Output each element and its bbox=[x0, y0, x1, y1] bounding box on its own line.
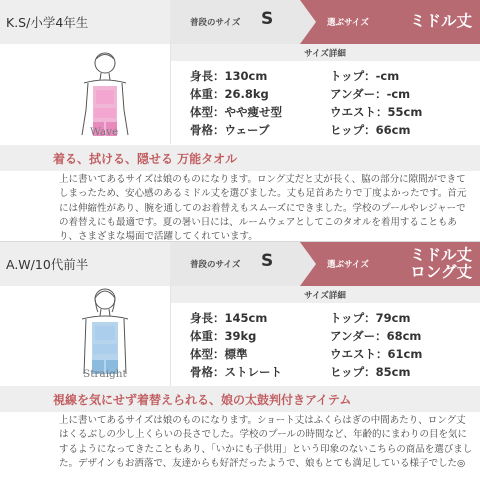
spec-skeleton: 骨格：ストレート bbox=[190, 365, 282, 379]
spec-skeleton: 骨格：ウェーブ bbox=[190, 123, 270, 137]
chosen-size-value: ミドル丈 bbox=[409, 12, 472, 30]
column-divider bbox=[170, 44, 171, 144]
spec-body-type: 体型：やや痩せ型 bbox=[190, 105, 282, 119]
spec-height: 身長：145cm bbox=[190, 311, 268, 325]
review-card-2 bbox=[0, 241, 480, 480]
size-detail-bar: サイズ詳細 bbox=[170, 286, 480, 303]
spec-weight: 体重：39kg bbox=[190, 329, 257, 343]
usual-size-panel bbox=[170, 242, 316, 286]
chosen-size-value-1: ミドル丈 bbox=[409, 246, 472, 264]
reviewer-name: A.W/10代前半 bbox=[0, 242, 170, 286]
spec-hip: ヒップ：85cm bbox=[330, 365, 411, 379]
column-divider bbox=[170, 286, 171, 386]
chosen-size-label: 選ぶサイズ bbox=[327, 18, 369, 28]
spec-hip: ヒップ：66cm bbox=[330, 123, 411, 137]
usual-size-value: S bbox=[261, 251, 274, 271]
size-detail-bar: サイズ詳細 bbox=[170, 44, 480, 61]
review-title: 着る、拭ける、隠せる 万能タオル bbox=[0, 145, 480, 171]
spec-under: アンダー：-cm bbox=[330, 87, 411, 101]
spec-weight: 体重：26.8kg bbox=[190, 87, 269, 101]
review-description: 上に書いてあるサイズは娘のものになります。ショート丈はふくらはぎの中間あたり、ロング丈はくるぶしの少し上くらいの長さでした。学校のプールの時間など、年齢的にまわりの目を気にするようになってきたこともあり、「いかにも子供用」という印象のないこちらの商品を選びました。デザインもお洒落で、友達からも好評だったようで、娘もとても満足している様子でした◎ bbox=[59, 415, 473, 469]
body-type-caption: Straight bbox=[83, 368, 127, 380]
spec-under: アンダー：68cm bbox=[330, 329, 422, 343]
usual-size-panel bbox=[170, 0, 316, 44]
spec-height: 身長：130cm bbox=[190, 69, 268, 83]
chosen-size-panel bbox=[300, 242, 480, 286]
chosen-size-panel bbox=[300, 0, 480, 44]
reviewer-name: K.S/小学4年生 bbox=[0, 0, 170, 44]
body-type-figure bbox=[60, 286, 150, 381]
usual-size-label: 普段のサイズ bbox=[190, 260, 241, 270]
chosen-size-label: 選ぶサイズ bbox=[327, 260, 369, 270]
usual-size-label: 普段のサイズ bbox=[190, 18, 241, 28]
body-type-caption: Wave bbox=[90, 126, 119, 138]
spec-waist: ウエスト：61cm bbox=[330, 347, 423, 361]
spec-top: トップ：-cm bbox=[330, 69, 400, 83]
spec-top: トップ：79cm bbox=[330, 311, 411, 325]
chosen-size-value-2: ロング丈 bbox=[410, 263, 472, 281]
spec-waist: ウエスト：55cm bbox=[330, 105, 423, 119]
review-description: 上に書いてあるサイズは娘のものになります。ロング丈だと丈が長く、脇の部分に隙間ができてしまったため、安心感のあるミドル丈を選びました。丈も足首あたりで丁度よかったです。首元には伸縮性があり、腕を通してのお着替えもスムーズにできました。学校のプールやレジャーでの着替えにも最適です。夏の暑い日には、ルームウェアとしてこのタオルを着用することもあり、さまざまな場面で活躍してくれています。 bbox=[59, 174, 467, 243]
usual-size-value: S bbox=[261, 9, 274, 29]
spec-body-type: 体型：標準 bbox=[190, 347, 248, 361]
review-title: 視線を気にせず着替えられる、娘の太鼓判付きアイテム bbox=[0, 386, 480, 412]
